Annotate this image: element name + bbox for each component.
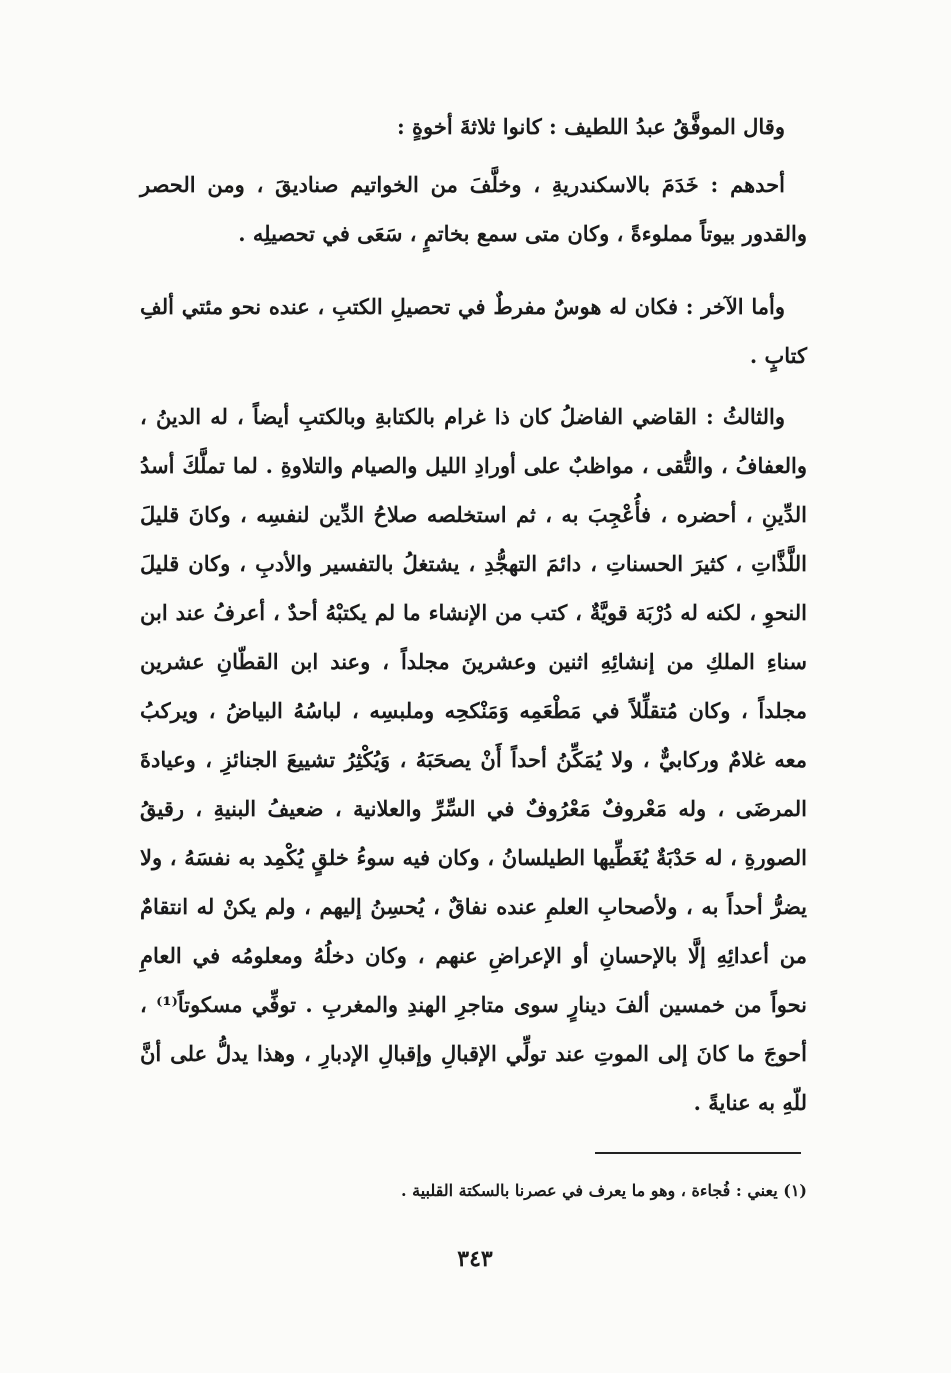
paragraph-text: والثالثُ : القاضي الفاضلُ كان ذا غرام بالكتابةِ وبالكتبِ أيضاً ، له الدينُ ، والعفافُ ، والتُّقى ، مواظبٌ على أورادِ الليل والصيام والتلاوةِ . لما تملَّكَ أسدُ الدِّينِ ، أحضره ، فأُعْجِبَ به ، ثم استخلصه صلاحُ الدِّين لنفسِه ، وكانَ قليلَ اللَّذَّاتِ ، كثيرَ الحسناتِ ، دائمَ التهجُّدِ ، يشتغلُ بالتفسير والأدبِ ، وكان قليلَ النحوِ ، لكنه له دُرْبَة قويَّةٌ ، كتب من الإنشاء ما لم يكتبْهُ أحدٌ ، أعرفُ عند ابن سناءِ الملكِ من إنشائِهِ اثنين وعشرينَ مجلداً ، وعند ابن القطّانِ عشرين مجلداً ، وكان مُتقلِّلاً في مَطْعَمِه وَمَنْكحِه وملبسِه ، لباسُهُ البياضُ ، ويركبُ معه غلامٌ وركابيٌّ ، ولا يُمَكِّنُ أحداً أَنْ يصحَبَهُ ، وَيُكْثِرُ تشييعَ الجنائزِ ، وعيادةَ المرضَى ، وله مَعْروفٌ مَعْرُوفٌ في السِّرِّ والعلانية ، ضعيفُ البنيةِ ، رقيقُ الصورةِ ، له حَدْبَةٌ يُغَطِّيها الطيلسانُ ، وكان فيه سوءُ خلقٍ يُكْمِد به نفسَهُ ، ولا يضرُّ أحداً به ، ولأصحابِ العلمِ عنده نفاقٌ ، يُحسِنُ إليهم ، ولم يكنْ له انتقامٌ من أعدائِهِ إلَّا بالإحسانِ أو الإعراضِ عنهم ، وكان دخلُهُ ومعلومُه في العامِ نحواً من خمسين ألفَ دينارٍ سوى متاجرِ الهندِ والمغربِ . توفِّي مسكوتاً⁽¹⁾ ، أحوجَ ما كانَ إلى الموتِ عند تولِّي الإقبالِ وإقبالِ الإدبارِ ، وهذا يدلُّ على أنَّ للّهِ به عنايةً . <box>140 404 807 1115</box>
paragraph-first-brother <box>140 160 807 258</box>
paragraph-text: وأما الآخر : فكان له هوسٌ مفرطٌ في تحصيلِ الكتبِ ، عنده نحو مئتي ألفِ كتابٍ . <box>140 294 807 368</box>
page-number: ٣٤٣ <box>457 1246 493 1272</box>
paragraph-second-brother <box>140 282 807 380</box>
paragraph-text: أحدهم : خَدَمَ بالاسكندريةِ ، وخلَّفَ من الخواتيم صناديقَ ، ومن الحصر والقدور بيوتاً مملوءةً ، وكان متى سمع بخاتمٍ ، سَعَى في تحصيلِه . <box>140 172 807 246</box>
paragraph-third-brother <box>140 392 807 1127</box>
heading-line: وقال الموفَّقُ عبدُ اللطيف : كانوا ثلاثةَ أخوةٍ : <box>396 114 785 139</box>
footnote: (١) يعني : فُجاءة ، وهو ما يعرف في عصرنا بالسكتة القلبية . <box>400 1181 807 1200</box>
page-heading <box>140 102 807 151</box>
footnote-separator <box>595 1152 801 1154</box>
